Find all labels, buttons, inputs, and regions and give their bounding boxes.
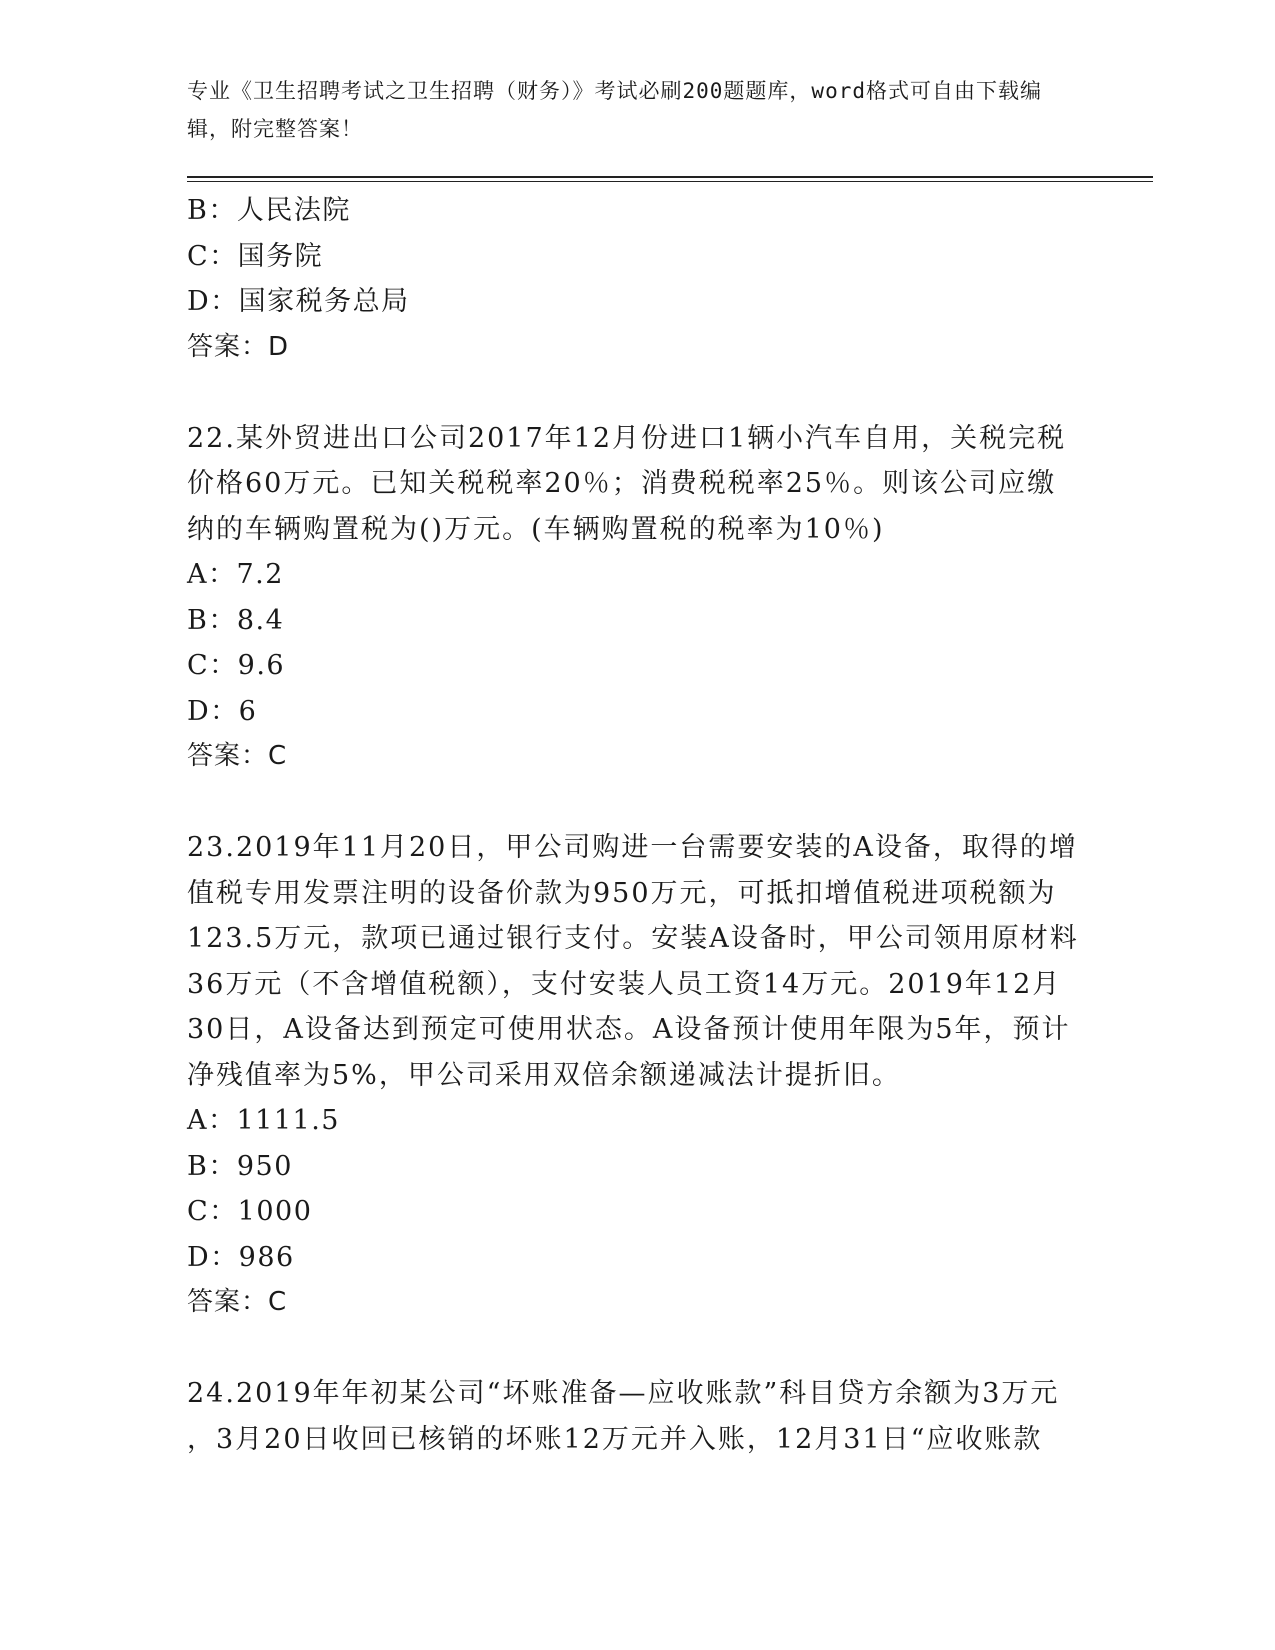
answer-line: 答案：D [187, 331, 290, 362]
page-header-title: 专业《卫生招聘考试之卫生招聘（财务）》考试必刷200题题库，word格式可自由下载编辑，附完整答案！ [187, 79, 1042, 141]
option-b: B：人民法院 [187, 195, 351, 226]
question-23 [187, 825, 1087, 1326]
stem-line: 22.某外贸进出口公司2017年12月份进口1辆小汽车自用，关税完税 [187, 422, 1067, 454]
spacer [187, 780, 1087, 826]
spacer [187, 1326, 1087, 1372]
header-rule-thin [187, 181, 1153, 182]
option-c: C：1000 [187, 1196, 313, 1227]
stem-line: 纳的车辆购置税为()万元。(车辆购置税的税率为10％) [187, 513, 885, 545]
option-d: D：国家税务总局 [187, 286, 410, 317]
question-22 [187, 416, 1087, 780]
header-rule-thick [187, 176, 1153, 178]
stem-line: 值税专用发票注明的设备价款为950万元，可抵扣增值税进项税额为 [187, 877, 1057, 909]
question-stem [187, 1371, 1087, 1462]
stem-line: 净残值率为5%，甲公司采用双倍余额递减法计提折旧。 [187, 1059, 901, 1091]
option-a: A：7.2 [187, 559, 284, 590]
answer-line: 答案：C [187, 1287, 288, 1317]
spacer [187, 370, 1087, 416]
option-b: B：950 [187, 1150, 293, 1182]
stem-line: 36万元（不含增值税额），支付安装人员工资14万元。2019年12月 [187, 968, 1062, 1000]
answer-line: 答案：C [187, 741, 288, 771]
option-d: D：986 [187, 1241, 295, 1273]
question-content [187, 188, 1087, 1462]
stem-line: 123.5万元，款项已通过银行支付。安装A设备时，甲公司领用原材料 [187, 923, 1079, 954]
question-21-tail [187, 188, 1087, 370]
question-24 [187, 1371, 1087, 1462]
question-stem [187, 416, 1087, 553]
option-b: B：8.4 [187, 604, 285, 636]
option-c: C：国务院 [187, 240, 324, 272]
option-d: D：6 [187, 695, 258, 727]
question-stem [187, 825, 1087, 1098]
stem-line: 24.2019年年初某公司“坏账准备—应收账款”科目贷方余额为3万元 [187, 1378, 1060, 1409]
stem-line: 30日，A设备达到预定可使用状态。A设备预计使用年限为5年，预计 [187, 1014, 1071, 1045]
stem-line: ，3月20日收回已核销的坏账12万元并入账，12月31日“应收账款 [187, 1423, 1043, 1455]
stem-line: 价格60万元。已知关税税率20％；消费税税率25％。则该公司应缴 [187, 468, 1057, 499]
option-c: C：9.6 [187, 650, 286, 681]
stem-line: 23.2019年11月20日，甲公司购进一台需要安装的A设备，取得的增 [187, 832, 1078, 863]
option-a: A：1111.5 [187, 1105, 340, 1136]
